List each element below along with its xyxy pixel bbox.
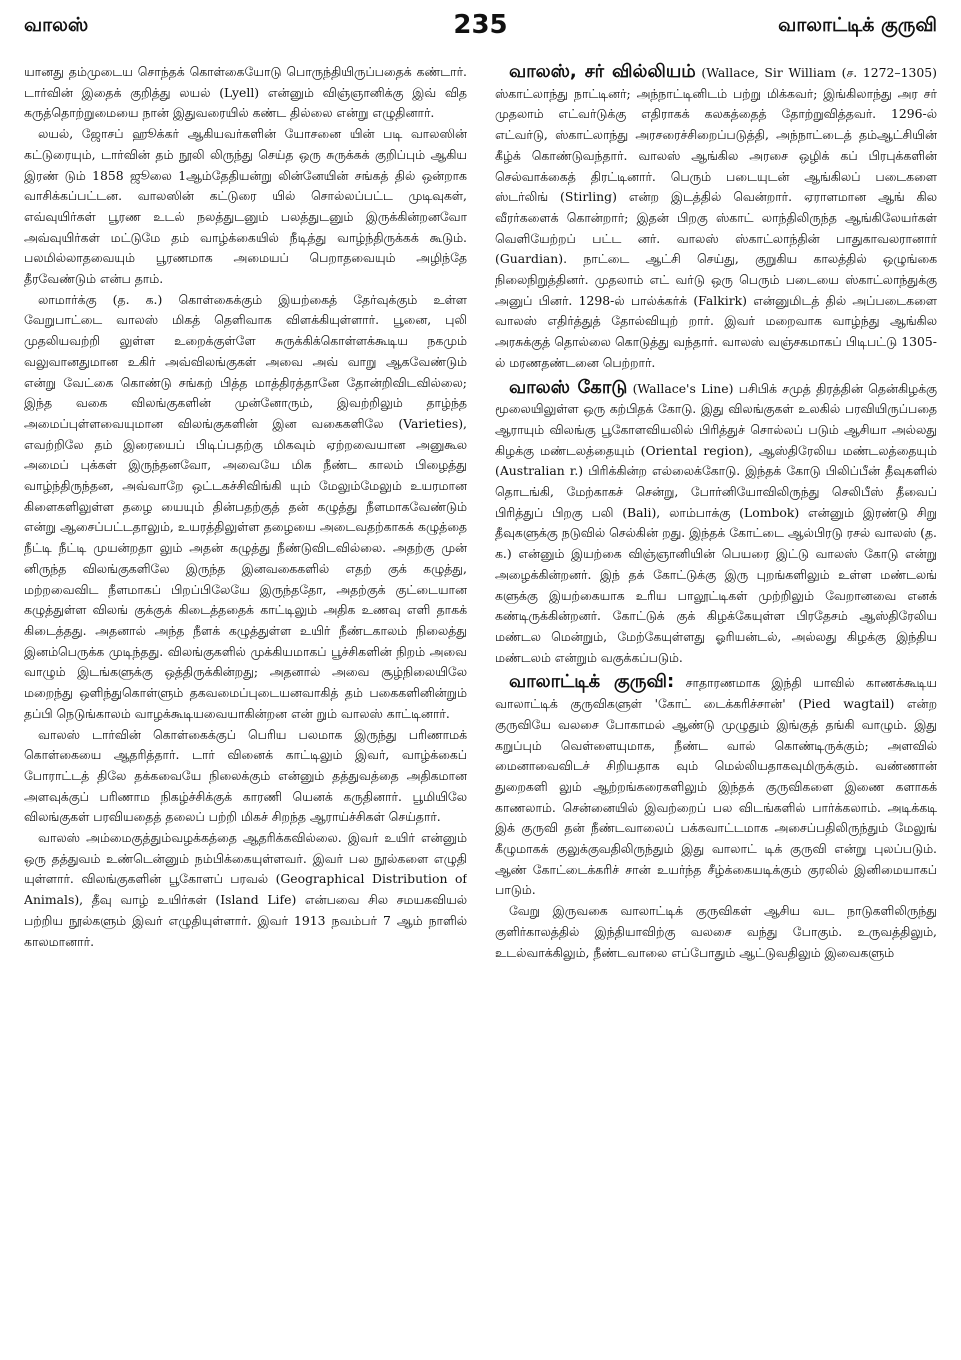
entry-text: (Wallace, Sir William (ச. 1272–1305) ஸ்காட்லாந்து நாட்டினர்; அந்நாட்டினிடம் பற்று மிக்கவர்; இங்கிலாந்து அர சர் முதலாம் எட்வர்டுக்கு எதிராகக் கலகத்தைத் தோற்றுவித்தவர். 1296-ல் எட்வர்டு, ஸ்காட்லாந்து அரசரைச்சிறைப்படுத்தி, அந்நாட்டைத் தம்ஆட்சியின் கீழ்க் கொண்டுவந்தார். வாலஸ் ஆங்கில அரசை ஒழிக் கப் பிரபுக்களின் செல்வாக்கைத் திரட்டினார். பெரும் படையுடன் ஆங்கிலப் படைகளை ஸ்டர்லிங் (Stirling) என்ற இடத்தில் வென்றார். ஏராளமான ஆங் கில வீரர்களைக் கொன்றார்; இதன் பிறகு ஸ்காட் லாந்திலிருந்த ஆங்கிலேயர்கள் வெளியேற்றப் பட்ட னர். வாலஸ் ஸ்காட்லாந்தின் பாதுகாவலரானார் (Guardian). நாட்டை ஆட்சி செய்து, குறுகிய காலத்தில் ஒழுங்கை நிலைநிறுத்தினர். முதலாம் எட் வர்டு ஒரு பெரும் படையை ஸ்காட்லாந்துக்கு அனுப் பினர். 1298-ல் பால்க்கர்க் (Falkirk) என்னுமிடத் தில் அப்படைகளை வாலஸ் எதிர்த்துத் தோல்வியுற் றார். இவர் மறைவாக வாழ்ந்து ஆங்கில அரசுக்குத் தொல்லை கொடுத்து வந்தார். வாலஸ் வஞ்சகமாகப் பிடிபட்டு 1305-ல் மரணதண்டனை பெற்றார். — [495, 65, 937, 370]
left-column — [24, 62, 467, 1350]
running-head-left: வாலஸ் — [24, 14, 89, 36]
entry-wallace-line — [495, 378, 937, 669]
right-column — [495, 62, 937, 1350]
paragraph: லாமார்க்கு (த. க.) கொள்கைக்கும் இயற்கைத் தேர்வுக்கும் உள்ள வேறுபாட்டை வாலஸ் மிகத் தெளிவாக விளக்கியுள்ளார். பூனை, புலி முதலியவற்றி லுள்ள உறைக்குள்ளே சுருக்கிக்கொள்ளக்கூடிய நகமும் வலுவானதுமான உகிர் அவ்விலங்குகள் அவை அவ் வாறு ஆகவேண்டும் என்று வேட்கை கொண்டு சங்கற் பித்த மாத்திரத்தானே தோன்றிவிடவில்லை; இந்த வகை விலங்குகளின் முன்னோரும், இவற்றிலும் தாழ்ந்த அமைப்புள்ளவையுமான விலங்குகளின் இன வகைகளிலே (Varieties), எவற்றிலே தம் இரையைப் பிடிப்பதற்கு மிகவும் ஏற்றவையான அனுகூல அமைப் புக்கள் இருந்தனவோ, அவையே மிக நீண்ட காலம் பிழைத்து வாழ்ந்திருந்தன, அவ்வாறே ஒட்டகச்சிவிங்கி யும் மேலும்மேலும் உயரமான கிளைகளிலுள்ள தழை யையும் தின்பதற்குத் தன் கழுத்து நீளமாகவேண்டும் என்று ஆசைப்பட்டதாலும், உயரத்திலுள்ள தழையை அடைவதற்காகக் கழுத்தை நீட்டி நீட்டி முயன்றதா லும் அதன் கழுத்து நீண்டுவிடவில்லை. அதற்கு முன் னிருந்த விலங்குகளிலே இருந்த இனவகைகளில் எதற் குக் கழுத்து, மற்றவைவிட நீளமாகப் பிறப்பிலேயே இருந்ததோ, அதற்குக் குட்டையான கழுத்துள்ள விலங் குக்குக் கிடைத்ததைக் காட்டிலும் அதிக உணவு எளி தாகக் கிடைத்தது. அதனால் அந்த நீளக் கழுத்துள்ள உயிர் நீண்டகாலம் நிலைத்து இனம்பெருக்க முடிந்தது. விலங்குகளில் முக்கியமாகப் பூச்சிகளின் நிறம் அவை வாழும் இடங்களுக்கு ஒத்திருக்கின்றது; அதனால் அவை சூழ்நிலையிலே மறைந்து ஒளிந்துகொள்ளும் தகவமைப்புடையனவாகித் தம் பகைகளினின்றும் தப்பி நெடுங்காலம் வாழக்கூடியவையாகின்றன என் றும் வாலஸ் காட்டினார். — [24, 291, 467, 721]
entry-headword: வாலாட்டிக் குருவி: — [509, 671, 675, 693]
paragraph: வாலஸ் டார்வின் கொள்கைக்குப் பெரிய பலமாக இருந்து பரிணாமக் கொள்கையை ஆதரித்தார். டார் வினைக் காட்டிலும் இவர், வாழ்க்கைப் போராட்டத் திலே தக்கவையே நிலைக்கும் என்னும் தத்துவத்தை அதிகமான அளவுக்குப் பரிணாம நிகழ்ச்சிக்குக் காரணி யெனக் கருதினார். பூமியிலே விலங்குகள் பரவியதைத் தலைப் பற்றி மிகச் சிறந்த ஆராய்ச்சிகள் செய்தார். — [24, 726, 467, 825]
page-header — [24, 10, 937, 48]
entry-wallace-sir-william — [495, 62, 937, 374]
paragraph: வாலஸ் அம்மைகுத்தும்வழக்கத்தை ஆதரிக்கவில்லை. இவர் உயிர் என்னும் ஒரு தத்துவம் உண்டென்னும் நம்பிக்கையுள்ளவர். இவர் பல நூல்களை எழுதி யுள்ளார். விலங்குகளின் பூகோளப் பரவல் (Geographical Distribution of Animals), தீவு வாழ் உயிர்கள் (Island Life) என்பவை சில சமயகவியல் பற்றிய நூல்களும் இவர் எழுதியுள்ளார். இவர் 1913 நவம்பர் 7 ஆம் நாளில் காலமானார். — [24, 830, 467, 949]
entry-headword: வாலஸ், சர் வில்லியம் — [509, 62, 696, 82]
paragraph: லயல், ஜோசப் ஹூக்கர் ஆகியவர்களின் யோசனை யின் படி வாலஸின் கட்டுரையும், டார்வின் தம் நூலி லிருந்து செய்த ஒரு சுருக்கக் குறிப்பும் ஆகிய இரண் டும் 1858 ஜூலை 1ஆம்தேதியன்று லின்னேயின் சங்கத் தில் ஒன்றாக வாசிக்கப்பட்டன. வாலஸின் கட்டுரை யில் சொல்லப்பட்ட முடிவுகள், எவ்வுயிர்கள் பூரண உடல் நலத்துடனும் பலத்துடனும் இருக்கின்றனவோ அவ்வுயிர்கள் மட்டுமே தம் வாழ்க்கையில் நீடித்து வாழ்ந்திருக்கக் கூடும். பலமில்லாதவையும் பூரணமாக அமையப் பெறாதவையும் அழிந்தே தீரவேண்டும் என்ப தாம். — [24, 126, 467, 287]
paragraph: யானது தம்முடைய சொந்தக் கொள்கையோடு பொருந்தியிருப்பதைக் கண்டார். டார்வின் இதைக் குறித்து லயல் (Lyell) என்னும் விஞ்ஞானிக்கு இவ் வித கருத்தொற்றுமையை நான் இதுவரையில் கண்ட தில்லை என்று எழுதினார். — [24, 64, 467, 121]
paragraph: வேறு இருவகை வாலாட்டிக் குருவிகள் ஆசிய வட நாடுகளிலிருந்து குளிர்காலத்தில் இந்தியாவிற்கு வலசை வந்து போகும். உருவத்திலும், உடல்வாக்கிலும், நீண்டவாலை எப்போதும் ஆட்டுவதிலும் இவைகளும் — [495, 903, 937, 960]
two-column-body — [24, 62, 937, 1350]
page-number: 235 — [453, 10, 508, 40]
running-head-right: வாலாட்டிக் குருவி — [778, 14, 937, 36]
entry-headword: வாலஸ் கோடு — [509, 376, 628, 398]
entry-text: (Wallace's Line) பசிபிக் சமுத் திரத்தின் தென்கிழக்கு மூலையிலுள்ள ஒரு கற்பிதக் கோடு. இது விலங்குகள் உலகில் பரவியிருப்பதை ஆராயும் விலங்கு பூகோளவியலில் பிரித்துச் சொல்லப் படும் ஆசியா அல்லது கிழக்கு மண்டலத்தையும் (Oriental region), ஆஸ்திரேலிய மண்டலத்தையும் (Australian r.) பிரிக்கின்ற எல்லைக்கோடு. இந்தக் கோடு பிலிப்பீன் தீவுகளில் தொடங்கி, மேற்காகச் சென்று, போர்னியோவிலிருந்து செலிபீஸ் தீவைப் பிரித்துப் பிறகு பலி (Bali), லாம்பாக்கு (Lombok) என்னும் இரண்டு சிறு தீவுகளுக்கு நடுவில் செல்கின் றது. இந்தக் கோட்டை ஆல்பிரடு ரசல் வாலஸ் (த. க.) என்னும் இயற்கை விஞ்ஞானியின் பெயரை இட்டு வாலஸ் கோடு என்று அழைக்கின்றனர். இந் தக் கோட்டுக்கு இரு புறங்களிலும் உள்ள மண்டலங் களுக்கு இயற்கையாக உரிய பாலூட்டிகள் முற்றிலும் வேறானவை எனக் கண்டிருக்கின்றனர். கோட்டுக் குக் கிழக்கேயுள்ள பிரதேசம் ஆஸ்திரேலிய மண்டல மென்றும், மேற்கேயுள்ளது ஓரியன்டல், அல்லது கிழக்கு இந்திய மண்டலம் என்றும் வகுக்கப்படும். — [495, 380, 937, 665]
entry-text: சாதாரணமாக இந்தி யாவில் காணக்கூடிய வாலாட்டிக் குருவிகளுள் 'கோட் டைக்கரிச்சான்' (Pied wagtail) என்ற குருவியே வலசை போகாமல் ஆண்டு முழுதும் இங்குத் தங்கி வாழும். இது கறுப்பும் வெள்ளையுமாக, நீண்ட வால் கொண்டிருக்கும்; அளவில் மைனாவைவிடச் சிறியதாக வும் மெல்லியதாகவுமிருக்கும். வண்ணான் துறைகளி லும் ஆற்றங்கரைகளிலும் இந்தக் குருவிகளை இணை களாகக் காணலாம். சென்னையில் இவற்றைப் பல விடங்களில் பார்க்கலாம். அடிக்கடி இக் குருவி தன் நீண்டவாலைப் பக்கவாட்டமாக அசைப்பதிலிருந்தும் மேலுங் கீழுமாகக் குலுக்குவதிலிருந்தும் இது வாலாட் டிக் குருவி என்று புலப்படும். ஆண் கோட்டைக்கரிச் சான் உயர்ந்த சீழ்க்கையடிக்கும் குரலில் இனிமையாகப் பாடும். — [495, 675, 937, 898]
entry-wagtail — [495, 672, 937, 901]
